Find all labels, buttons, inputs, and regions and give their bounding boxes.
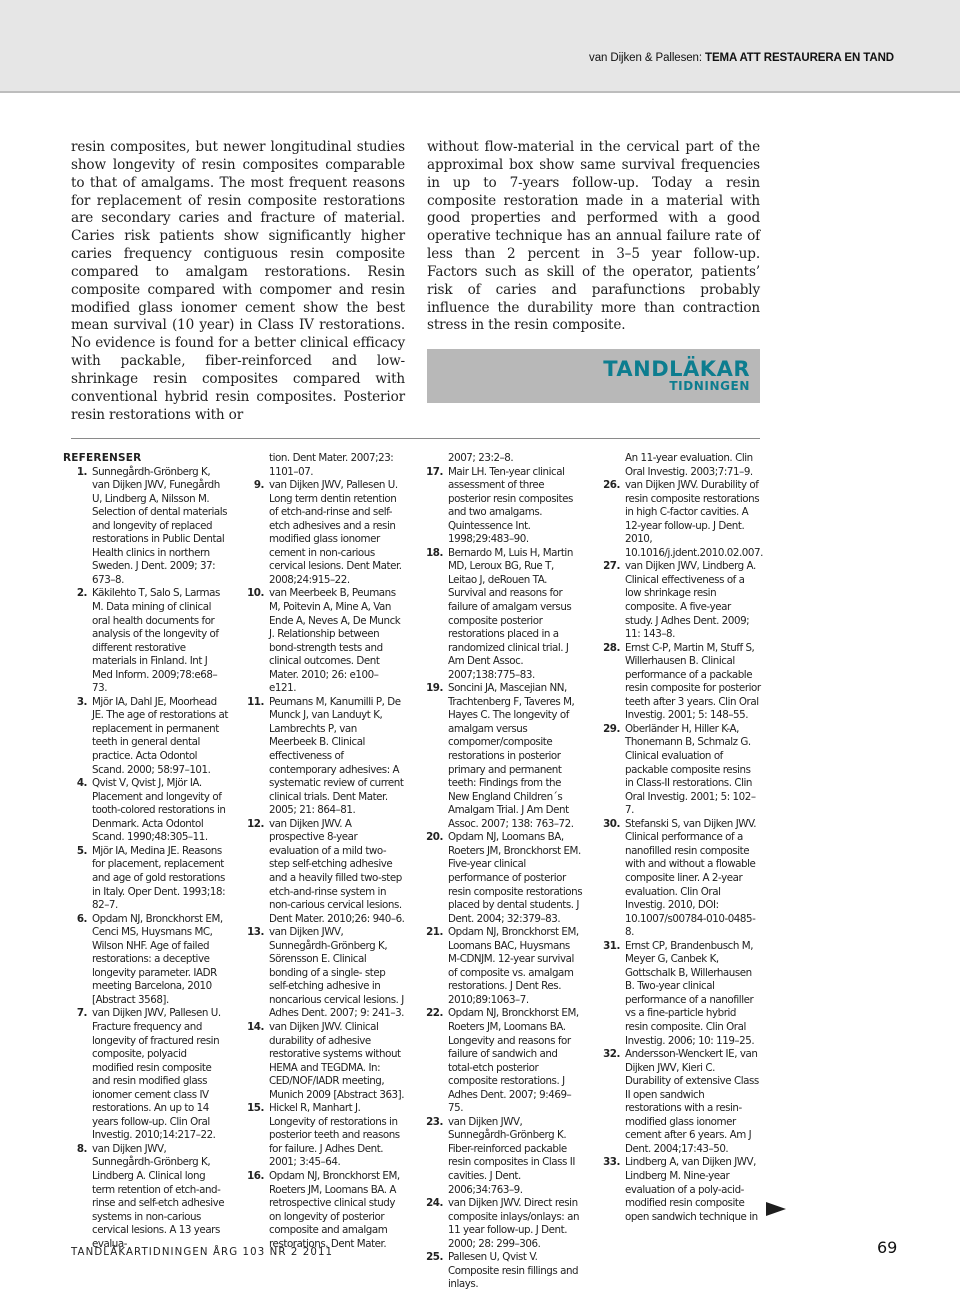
- logo-main-text: TANDLÄKAR: [603, 357, 750, 381]
- reference-text: Mjör IA, Dahl JE, Moorhead JE. The age of restorations at replacement in permanent teeth in general dental practice. Acta Odontol Scand. 2000; 58:97–101.: [92, 695, 228, 776]
- reference-text: Ernst C-P, Martin M, Stuff S, Willerhausen B. Clinical performance of a packable resin composite for posterior teeth after 3 years. Clin Oral Investig. 2001; 5: 148–55.: [625, 641, 761, 722]
- reference-number: 12.: [247, 817, 264, 830]
- running-header: [589, 52, 894, 64]
- reference-text: Soncini JA, Mascejian NN, Trachtenberg F, Taveres M, Hayes C. The longevity of amalgam versus compomer/composite restorations in posterior primary and permanent teeth: Findings from the New England Children´s Amalgam Trial. J Am Dent Assoc. 2007; 138: 763–72.: [448, 682, 575, 830]
- reference-text: Opdam NJ, Bronckhorst EM, Cenci MS, Huysmans MC, Wilson NHF. Age of failed restorations: a deceptive longevity parameter. IADR meeting Barcelona, 2010 [Abstract 3568].: [92, 912, 223, 1006]
- reference-number: 26.: [603, 479, 620, 492]
- reference-continuation: 2007; 23:2–8.: [448, 452, 514, 464]
- reference-item: [596, 723, 761, 818]
- reference-number: 2.: [76, 587, 87, 600]
- reference-item: [240, 926, 405, 1021]
- continue-arrow-icon: [766, 1202, 786, 1216]
- reference-item: [419, 1116, 584, 1197]
- abstract-text-right: without flow-material in the cervical part of the approximal box show same survival frequencies in up to 7-years follow-up. Today a resin composite restoration made in a material with good properties and performed with a good operative technique has an annual failure rate of less than 2 percent in 3–5 year follow-up. Factors such as skill of the operator, patients’ risk of caries and parafunctions probably influence the durability more than contraction stress in the resin composite.: [427, 139, 760, 334]
- reference-number: 18.: [426, 546, 443, 559]
- reference-item: [240, 696, 405, 818]
- references-column-4: [596, 452, 761, 1224]
- abstract-column-left: [71, 139, 405, 425]
- reference-number: 23.: [426, 1115, 443, 1128]
- reference-text: Hickel R, Manhart J. Longevity of restorations in posterior teeth and reasons for failure. J Adhes Dent. 2001; 3:45–64.: [269, 1102, 400, 1169]
- reference-number: 17.: [426, 465, 443, 478]
- reference-text: Opdam NJ, Bronckhorst EM, Loomans BAC, Huysmans M-CDNJM. 12-year survival of composite vs. amalgam restorations. J Dent Res. 2010;89:1063–7.: [448, 926, 579, 1006]
- reference-text: van Dijken JWV, Sunnegårdh-Grönberg K. Fiber-reinforced packable resin composites in Class II cavities. J Dent. 2006;34:763–9.: [448, 1115, 575, 1196]
- reference-number: 31.: [603, 939, 620, 952]
- reference-number: 28.: [603, 641, 620, 654]
- reference-number: 1.: [76, 465, 87, 478]
- reference-number: 6.: [76, 912, 87, 925]
- reference-number: 19.: [426, 682, 443, 695]
- reference-number: 25.: [426, 1251, 443, 1264]
- reference-item: [596, 479, 761, 560]
- reference-item: [596, 818, 761, 940]
- logo-sub-text: TIDNINGEN: [669, 379, 750, 393]
- reference-number: 27.: [603, 560, 620, 573]
- reference-item: [63, 466, 228, 588]
- reference-number: 16.: [247, 1169, 264, 1182]
- reference-number: 20.: [426, 831, 443, 844]
- reference-item: [419, 831, 584, 926]
- reference-item: [63, 1143, 228, 1251]
- reference-text: Mjör IA, Medina JE. Reasons for placement, replacement and age of gold restorations in Italy. Oper Dent. 1993;18: 82–7.: [92, 844, 226, 912]
- reference-item: [596, 560, 761, 641]
- reference-item: [596, 1048, 761, 1156]
- reference-number: 11.: [247, 695, 264, 708]
- reference-number: 4.: [76, 777, 87, 790]
- reference-number: 24.: [426, 1197, 443, 1210]
- reference-text: Bernardo M, Luis H, Martin MD, Leroux BG, Rue T, Leitao J, deRouen TA. Survival and reasons for failure of amalgam versus composite posterior restorations placed in a randomized clinical trial. J Am Dent Assoc. 2007;138:775–83.: [448, 546, 573, 681]
- reference-text: Opdam NJ, Bronckhorst EM, Roeters JM, Loomans BA. Longevity and reasons for failure of sandwich and total-etch posterior composite restorations. J Adhes Dent. 2007; 9:469–75.: [448, 1007, 579, 1115]
- top-band-rule: [0, 91, 960, 93]
- reference-continuation: tion. Dent Mater. 2007;23: 1101–07.: [269, 452, 394, 478]
- reference-item: [596, 642, 761, 723]
- reference-item: [419, 466, 584, 547]
- references-divider: [71, 438, 760, 439]
- references-column-2: [240, 452, 405, 1251]
- references-column-1: [63, 452, 228, 1251]
- reference-item: [240, 818, 405, 926]
- reference-item: [63, 913, 228, 1008]
- reference-continuation: An 11-year evaluation. Clin Oral Investig. 2003;7:71–9.: [625, 452, 753, 478]
- top-band: [0, 0, 960, 91]
- reference-item: [419, 926, 584, 1007]
- reference-item: [419, 1007, 584, 1115]
- reference-item: [240, 587, 405, 695]
- running-header-section: TEMA ATT RESTAURERA EN TAND: [705, 52, 894, 64]
- reference-item: [63, 777, 228, 845]
- reference-text: van Meerbeek B, Peumans M, Poitevin A, Mine A, Van Ende A, Neves A, De Munck J. Relationship between bond-strength tests and clinical outcomes. Dent Mater. 2010; 26: e100–e121.: [269, 587, 401, 695]
- reference-text: van Dijken JWV, Lindberg A. Clinical effectiveness of a low shrinkage resin composite. A five-year study. J Adhes Dent. 2009; 11: 143–8.: [625, 560, 756, 641]
- reference-text: Pallesen U, Qvist V. Composite resin fillings and inlays.: [448, 1251, 579, 1291]
- reference-text: Sunnegårdh-Grönberg K, van Dijken JWV, Funegårdh U, Lindberg A, Nilsson M. Selection of dental materials and longevity of replaced restorations in Public Dental Health clinics in northern Sweden. J Dent. 2009; 37: 673–8.: [92, 465, 228, 586]
- reference-text: van Dijken JWV. Clinical durability of adhesive restorative systems without HEMA and TEGDMA. In: CED/NOF/IADR meeting, Munich 2009 [Abstract 363].: [269, 1020, 405, 1101]
- reference-text: Qvist V, Qvist J, Mjör IA. Placement and longevity of tooth-colored restorations in Denmark. Acta Odontol Scand. 1990;48:305–11.: [92, 777, 226, 844]
- reference-number: 30.: [603, 817, 620, 830]
- reference-text: Käkilehto T, Salo S, Larmas M. Data mining of clinical oral health documents for analysis of the longevity of different restorative materials in Finland. Int J Med Inform. 2009;78:e68–73.: [92, 587, 220, 695]
- reference-number: 3.: [76, 695, 87, 708]
- reference-item: [596, 940, 761, 1048]
- reference-item: [419, 682, 584, 831]
- reference-item: [419, 547, 584, 682]
- reference-item: [63, 845, 228, 913]
- reference-text: van Dijken JWV. Direct resin composite inlays/onlays: an 11 year follow-up. J Dent. 2000; 28: 299–306.: [448, 1197, 580, 1250]
- reference-text: van Dijken JWV, Sunnegårdh-Grönberg K, Lindberg A. Clinical long term retention of etch-and-rinse and self-etch adhesive systems in non-carious cervical lesions. A 13 years evalua-: [92, 1142, 225, 1250]
- reference-item: [240, 1021, 405, 1102]
- running-header-authors: van Dijken & Pallesen:: [589, 52, 702, 64]
- reference-text: Oberländer H, Hiller K-A, Thonemann B, Schmalz G. Clinical evaluation of packable composite resins in Class-II restorations. Clin Oral Investig. 2001; 5: 102–7.: [625, 722, 756, 817]
- abstract-text-left: resin composites, but newer longitudinal studies show longevity of resin composites comparable to that of amalgams. The most frequent reasons for replacement of resin composite restorations are secondary caries and fracture of material. Caries risk patients show significantly higher caries frequency contiguous resin composite compared to amalgam restorations. Resin composite compared with compomer and resin modified glass ionomer cement show the best mean survival (10 year) in Class IV restorations. No evidence is found for a better clinical efficacy with packable, fiber-reinforced and low-shrinkage resin composites compared with conventional hybrid resin composites. Posterior resin restorations with or: [71, 139, 405, 423]
- reference-item: [240, 1102, 405, 1170]
- reference-item: [419, 1197, 584, 1251]
- reference-text: Andersson-Wenckert IE, van Dijken JWV, Kieri C. Durability of extensive Class II open sandwich restorations with a resin-modified glass ionomer cement after 6 years. Am J Dent. 2004;17:43–50.: [625, 1048, 759, 1155]
- reference-text: Stefanski S, van Dijken JWV. Clinical performance of a nanofilled resin composite with and without a flowable composite liner. A 2-year evaluation. Clin Oral Investig. 2010, DOI: 10.1007/s00784-010-0485-8.: [625, 817, 757, 939]
- reference-item: [63, 587, 228, 695]
- reference-text: van Dijken JWV. Durability of resin composite restorations in high C-factor cavities. A 12-year follow-up. J Dent. 2010, 10.1016/j.jdent.2010.02.007.: [625, 479, 763, 559]
- reference-item: [240, 479, 405, 587]
- reference-text: Lindberg A, van Dijken JWV, Lindberg M. Nine-year evaluation of a poly-acid-modified resin composite open sandwich technique in: [625, 1156, 758, 1223]
- reference-number: 13.: [247, 926, 264, 939]
- reference-number: 21.: [426, 926, 443, 939]
- footer-journal: TANDLÄKARTIDNINGEN ÅRG 103 NR 2 2011: [71, 1247, 334, 1258]
- reference-text: Opdam NJ, Loomans BA, Roeters JM, Bronckhorst EM. Five-year clinical performance of posterior resin composite restorations placed by dental students. J Dent. 2004; 32:379–83.: [448, 831, 583, 925]
- reference-text: Peumans M, Kanumilli P, De Munck J, van Landuyt K, Lambrechts P, van Meerbeek B. Clinical effectiveness of contemporary adhesives: A systematic review of current clinical trials. Dent Mater. 2005; 21: 864–81.: [269, 695, 404, 817]
- references-column-3: [419, 452, 584, 1292]
- reference-text: Ernst CP, Brandenbusch M, Meyer G, Canbek K, Gottschalk B, Willerhausen B. Two-year clinical performance of a nanofiller vs a fine-particle hybrid resin composite. Clin Oral Investig. 2006; 10: 119–25.: [625, 939, 755, 1047]
- abstract-column-right: [427, 139, 760, 335]
- reference-number: 22.: [426, 1007, 443, 1020]
- reference-item: [419, 1251, 584, 1292]
- reference-number: 29.: [603, 722, 620, 735]
- reference-text: Opdam NJ, Bronckhorst EM, Roeters JM, Loomans BA. A retrospective clinical study on longevity of posterior composite and amalgam restorations. Dent Mater.: [269, 1169, 400, 1250]
- page-number: 69: [877, 1238, 898, 1257]
- reference-number: 10.: [247, 587, 264, 600]
- reference-number: 8.: [76, 1142, 87, 1155]
- reference-text: van Dijken JWV, Pallesen U. Fracture frequency and longevity of fractured resin composite, polyacid modified resin composite and resin modified glass ionomer cement class IV restorations. An up to 14 years follow-up. Clin Oral Investig. 2010;14:217–22.: [92, 1007, 221, 1142]
- reference-number: 14.: [247, 1020, 264, 1033]
- reference-number: 33.: [603, 1156, 620, 1169]
- reference-text: Mair LH. Ten-year clinical assessment of three posterior resin composites and two amalgams. Quintessence Int. 1998;29:483–90.: [448, 465, 573, 546]
- reference-text: van Dijken JWV, Pallesen U. Long term dentin retention of etch-and-rinse and self-etch adhesives and a resin modified glass ionomer cement in non-carious cervical lesions. Dent Mater. 2008;24:915–22.: [269, 479, 402, 586]
- reference-number: 15.: [247, 1102, 264, 1115]
- reference-item: [240, 1170, 405, 1251]
- reference-item: [63, 696, 228, 777]
- reference-number: 9.: [253, 479, 264, 492]
- reference-item: [596, 1156, 761, 1224]
- reference-item: [63, 1007, 228, 1142]
- tandlakartidningen-logo: [427, 349, 760, 403]
- reference-number: 5.: [76, 844, 87, 857]
- reference-text: van Dijken JWV. A prospective 8-year evaluation of a mild two-step self-etching adhesive and a heavily filled two-step etch-and-rinse system in non-carious cervical lesions. Dent Mater. 2010;26: 940–6.: [269, 817, 405, 925]
- reference-number: 32.: [603, 1048, 620, 1061]
- reference-number: 7.: [76, 1007, 87, 1020]
- references-heading: REFERENSER: [63, 452, 142, 464]
- reference-text: van Dijken JWV, Sunnegårdh-Grönberg K, Sörensson E. Clinical bonding of a single- step self-etching adhesive in noncarious cervical lesions. J Adhes Dent. 2007; 9: 241–3.: [269, 926, 404, 1020]
